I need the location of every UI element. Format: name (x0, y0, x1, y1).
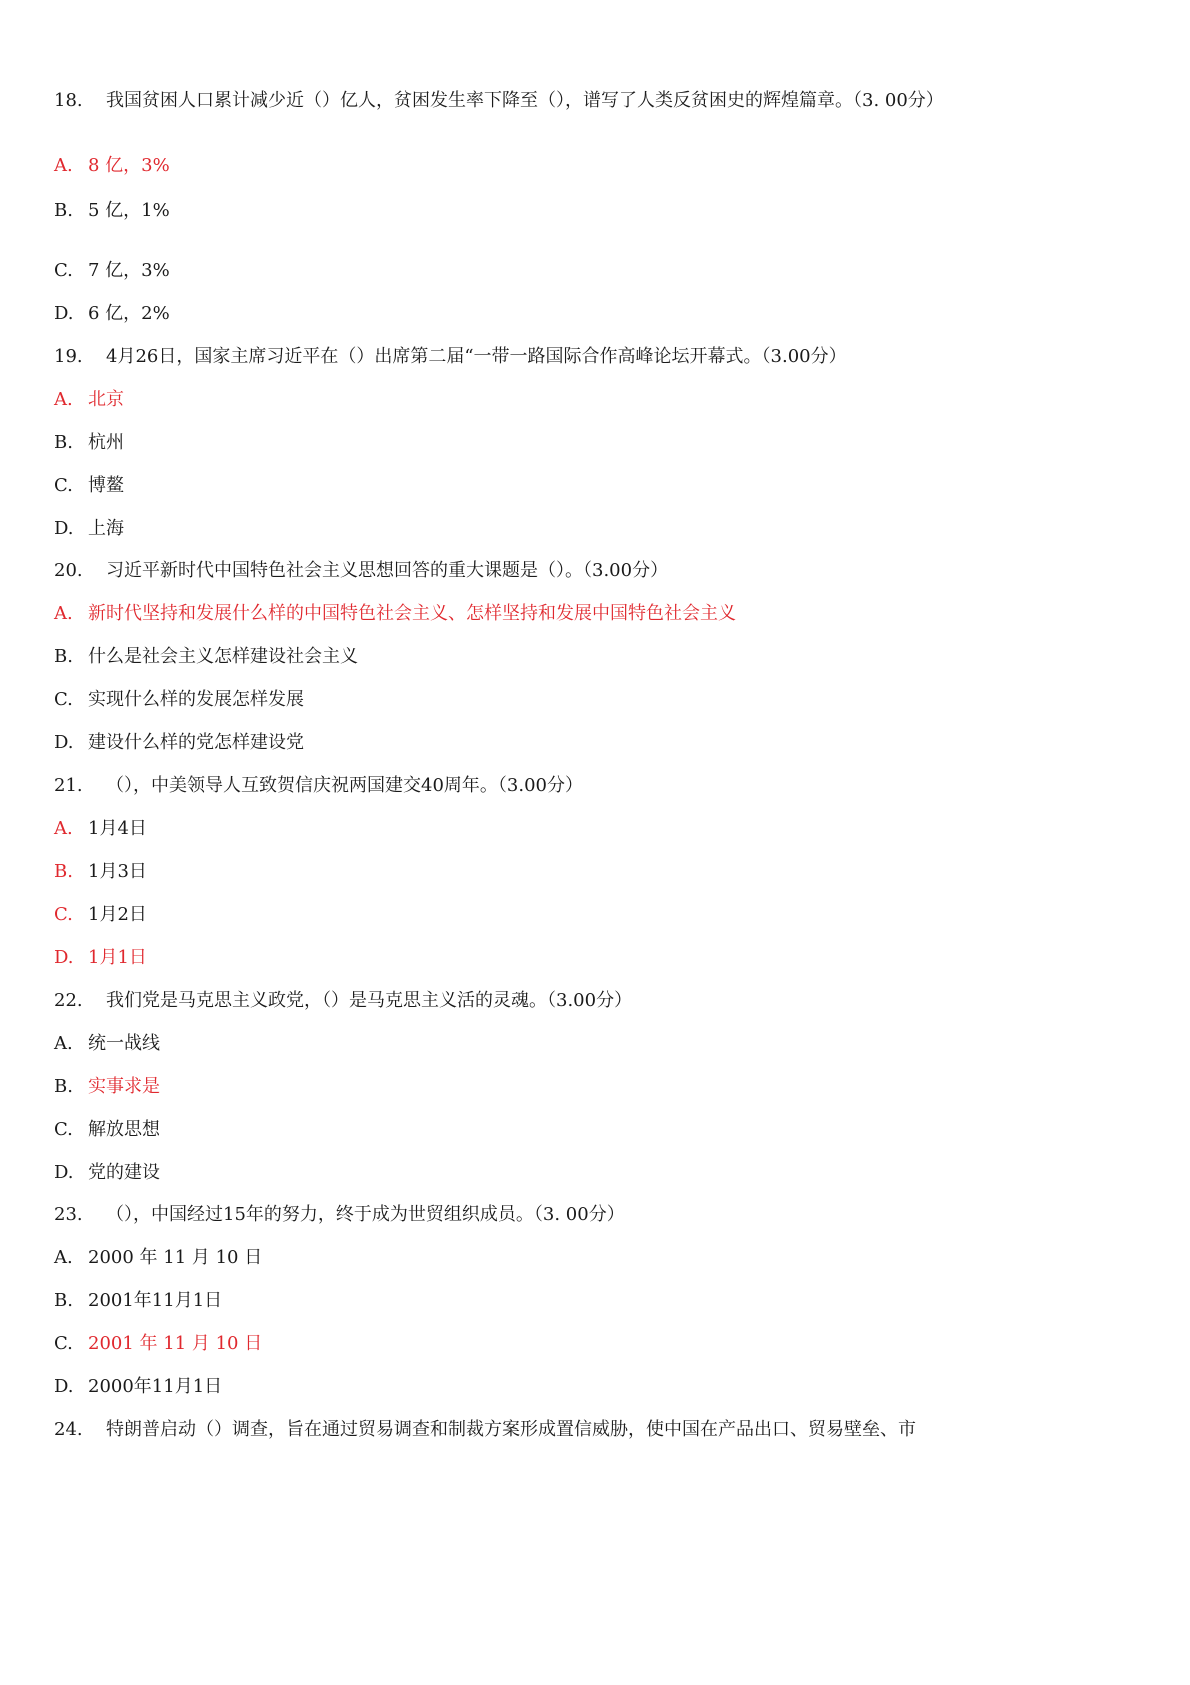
question-text: 我国贫困人口累计减少近（）亿人，贫困发生率下降至（），谱写了人类反贫困史的辉煌篇章。（3. 00分） (106, 90, 944, 111)
question-text: 我们党是马克思主义政党，（）是马克思主义活的灵魂。（3.00分） (106, 990, 633, 1011)
option-20-d: D. 建设什么样的党怎样建设党 (54, 732, 304, 753)
option-21-a: A. 1月4日 (54, 818, 147, 839)
option-23-a: A. 2000 年 11 月 10 日 (54, 1247, 263, 1268)
question-text: （），中国经过15年的努力，终于成为世贸组织成员。（3. 00分） (106, 1204, 625, 1225)
option-18-d: D. 6 亿，2% (54, 303, 170, 324)
question-number: 23. (54, 1204, 83, 1225)
option-23-c: C. 2001 年 11 月 10 日 (54, 1333, 263, 1354)
option-20-b: B. 什么是社会主义怎样建设社会主义 (54, 646, 358, 667)
option-22-b: B. 实事求是 (54, 1076, 160, 1097)
question-number: 22. (54, 990, 83, 1011)
question-23 (54, 1203, 625, 1227)
option-19-b: B. 杭州 (54, 432, 124, 453)
question-text: 4月26日，国家主席习近平在（）出席第二届“一带一路国际合作高峰论坛开幕式。（3.00分） (106, 346, 847, 367)
question-number: 20. (54, 560, 83, 581)
option-21-b: B. 1月3日 (54, 861, 147, 882)
question-number: 19. (54, 346, 83, 367)
question-number: 21. (54, 775, 83, 796)
question-18 (54, 88, 1034, 114)
option-19-d: D. 上海 (54, 518, 124, 539)
option-18-a: A. 8 亿，3% (54, 155, 170, 176)
option-23-b: B. 2001年11月1日 (54, 1290, 223, 1311)
question-number: 18. (54, 90, 83, 111)
option-20-c: C. 实现什么样的发展怎样发展 (54, 689, 304, 710)
question-21 (54, 774, 583, 798)
question-number: 24. (54, 1419, 83, 1440)
question-22 (54, 989, 632, 1013)
question-text: 习近平新时代中国特色社会主义思想回答的重大课题是（）。（3.00分） (106, 560, 669, 581)
option-21-c: C. 1月2日 (54, 904, 147, 925)
option-22-d: D. 党的建设 (54, 1162, 160, 1183)
option-22-a: A. 统一战线 (54, 1033, 160, 1054)
option-18-c: C. 7 亿，3% (54, 260, 170, 281)
question-19 (54, 345, 847, 369)
option-23-d: D. 2000年11月1日 (54, 1376, 223, 1397)
option-21-d: D. 1月1日 (54, 947, 147, 968)
option-19-c: C. 博鳌 (54, 475, 124, 496)
option-20-a: A. 新时代坚持和发展什么样的中国特色社会主义、怎样坚持和发展中国特色社会主义 (54, 603, 736, 624)
option-18-b: B. 5 亿，1% (54, 200, 170, 221)
question-text: （），中美领导人互致贺信庆祝两国建交40周年。（3.00分） (106, 775, 583, 796)
option-19-a: A. 北京 (54, 389, 124, 410)
question-20 (54, 559, 668, 583)
question-24 (54, 1418, 916, 1442)
option-22-c: C. 解放思想 (54, 1119, 160, 1140)
question-text: 特朗普启动（）调查，旨在通过贸易调查和制裁方案形成置信威胁，使中国在产品出口、贸易壁垒、市 (106, 1419, 916, 1440)
